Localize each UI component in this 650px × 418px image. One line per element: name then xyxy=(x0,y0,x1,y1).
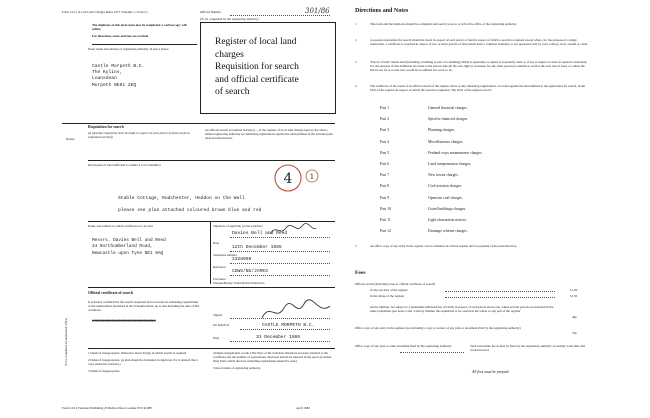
part-description: Land compensation charges. xyxy=(428,162,472,167)
fee-plan-copy: Office copy of any plan or other document filed by the registering authority xyxy=(355,344,452,348)
requisition-note: (A separate requisition must be made in respect of each parcel of land except as explained overleaf) xyxy=(88,131,190,139)
fees-prepaid: All fees must be prepaid xyxy=(472,370,509,374)
authority-address-line: Morpeth NE61 2EQ xyxy=(92,82,137,88)
land-description-label: Description of land sufficient to enable it to be identified xyxy=(88,163,161,167)
part-description: Listed buildings charges. xyxy=(428,206,466,211)
side-note: To be completed by authorised officer xyxy=(64,317,68,366)
part-row xyxy=(380,181,483,192)
certificate-heading: Official certificate of search xyxy=(88,291,133,295)
footnote: 5 Insert name of registering authority. xyxy=(213,366,262,370)
fee-additional-amount: 40p xyxy=(572,315,577,319)
fee-office-copy-amount: 70p xyxy=(572,331,577,335)
part-row xyxy=(380,114,483,125)
official-number-value: 301/86 xyxy=(305,7,330,15)
part-number: Part 7 xyxy=(380,173,389,178)
note-number: 5 xyxy=(355,244,357,248)
part-description: Fenland ways maintenance charges. xyxy=(428,150,483,155)
form-title-line: charges xyxy=(215,49,244,60)
note-number: 4 xyxy=(355,84,357,88)
note-1: This form and the duplicate should be completed and sent by post to or left at the office of the registering authority. xyxy=(370,22,518,26)
footnote: 3 Delete if inappropriate. xyxy=(88,369,121,373)
part-number: Part 3 xyxy=(380,128,389,133)
telephone-label: Telephone number xyxy=(213,253,237,257)
date-value: 12th December 1986 xyxy=(232,245,282,250)
duplicate-note: The duplicate of this form must also be completed: a carbon copy will suffice xyxy=(92,23,187,31)
part-number: Part 6 xyxy=(380,162,389,167)
on-behalf-value: CASTLE MORPETH B.C. xyxy=(262,323,315,328)
form-title-line: Requisition for search xyxy=(215,62,299,72)
part-number: Part 8 xyxy=(380,184,389,189)
land-plan-note: please see plan attached coloured brown blue and red xyxy=(118,208,262,213)
form-title xyxy=(215,36,299,99)
form-title-line: Register of local land xyxy=(215,37,297,47)
part-number: Part 9 xyxy=(380,195,389,200)
part-row xyxy=(380,193,483,204)
stamp-number: 1 xyxy=(309,173,315,181)
authority-address xyxy=(92,64,144,89)
part-description: Specific financial charges. xyxy=(428,117,469,122)
signature-value: Davies Bell and Reed xyxy=(232,231,288,236)
applicant-address-line: 24 Northumberland Road, xyxy=(92,244,153,250)
fees-heading: Fees xyxy=(355,270,366,276)
fee-row-label: in any one Part of the register xyxy=(370,288,408,292)
form-header: Form LLC1 (Local Land Charges Rules 1977 Schedule 1, Form C) xyxy=(62,10,148,14)
part-row xyxy=(380,170,483,181)
part-row xyxy=(380,125,483,136)
directions-note: For directions, notes and fees see overleaf xyxy=(92,34,149,38)
part-row xyxy=(380,137,483,148)
stamp-number: 4 xyxy=(283,171,293,187)
part-number: Part 11 xyxy=(380,218,391,223)
part-row xyxy=(380,159,483,170)
fee-search-intro: Official search (including issue of official certificate of search) xyxy=(355,282,436,286)
part-description: New towns charges. xyxy=(428,173,459,178)
signature-scribble xyxy=(268,222,318,238)
reference-value: CDWS/NG/JAMES xyxy=(232,269,268,274)
part-number: Part 4 xyxy=(380,139,389,144)
certificate-signature xyxy=(260,298,332,324)
form-title-line: of search xyxy=(215,87,250,97)
footer: Form LLC1 Fourmat Publishing 25 Bedford Row London WC1R 4HE xyxy=(62,406,153,410)
part-number: Part 12 xyxy=(380,229,391,234)
cert-date-value: 31 December 1986 xyxy=(256,335,301,340)
official-number-note: (To be completed by the registering authority) xyxy=(200,17,259,21)
certificate-text: It is hereby certified that the search requested above reveals no subsisting registrations or the registrations described in the Schedule hereto up to and including the date of this certificate. xyxy=(88,300,200,312)
footnote: 4 Delete inapplicable words. (The Parts of the Schedule should be securely attached to the certificate and the number of registrations disclosed should be inserted in the space provided. Only Parts which disclose subsisting registrations should be sent.) xyxy=(213,351,332,363)
footnote: 1 Delete if inappropriate. Otherwise insert Part(s) in which search is required. xyxy=(88,351,188,355)
part-description: Light obstruction notices. xyxy=(428,218,467,223)
note-5: An office copy of any entry in the register can be obtained on written request and on payment of the prescribed fee. xyxy=(370,244,518,248)
part-number: Part 10 xyxy=(380,206,391,211)
authority-address-line: Castle Morpeth B.C. xyxy=(92,64,145,69)
note-3: "Parcel of land" means land (including a building or part of a building) which is separately occupied or separately rated or, if not occupied or rated, in separate ownership. For the purpose of this definition an owner is the person who (in his own right or as trustee for any other person) is entitled to receive the rack rent of land, or, where the land is not let at a rack rent, would be so entitled if it were so let. xyxy=(370,60,588,72)
reference-label: Reference xyxy=(213,265,226,269)
applicant-address-label: Name and address to which certificate is to be sent xyxy=(88,224,153,228)
note-number: 1 xyxy=(355,22,357,26)
on-behalf-label: On behalf of xyxy=(213,323,230,327)
enclosure-options: Cheque/Money Order/Postal Order/Giro xyxy=(213,281,265,285)
note-number: 2 xyxy=(355,38,357,42)
address-label: Insert name and address of registering authority in space below xyxy=(88,47,169,51)
part-number: Part 2 xyxy=(380,117,389,122)
form-title-line: and official certificate xyxy=(215,74,299,85)
footer-date: April 1982 xyxy=(296,406,310,410)
part-description: Planning charges. xyxy=(428,128,455,133)
footnotes-right xyxy=(213,351,333,370)
fee-row-label: in the whole of the register xyxy=(370,294,405,298)
authority-address-line: Loansdean xyxy=(92,76,117,82)
fee-additional: and in addition, but subject to a maximum additional fee of £9.00, in respect of each parcel above one, where several parcels are included in the same requisition (see notes 2 and 3 above) whether the requisition is for search in the whole or any part of the register xyxy=(370,305,554,313)
stamp-circles xyxy=(266,160,326,200)
signature-label: Signature of applicant (or his solicitor) xyxy=(213,224,263,228)
telephone-value: 2328050 xyxy=(232,257,252,262)
note-2: A separate requisition for search should be made in respect of each parcel of land in respect of which a search is required except where, for the purpose of a single transaction, a certificate is required in respect of two or more parcels of land which have a common boundary or are separated only by road, railway, river, stream or canal. xyxy=(370,38,588,46)
part-description: Opencast coal charges. xyxy=(428,195,463,200)
part-row xyxy=(380,148,483,159)
enclosure-label: Enclosure xyxy=(213,277,226,281)
part-row xyxy=(380,204,483,215)
part-row xyxy=(380,103,483,114)
delete-label: Delete xyxy=(66,137,75,141)
official-number-label: Official Number xyxy=(200,10,222,14)
fee-plan-copy-note: Such reasonable fee as may be fixed by the registering authority according to the time and work involved. xyxy=(470,344,585,352)
signed-label: Signed xyxy=(213,313,222,317)
footnotes-left xyxy=(88,351,200,373)
part-number: Part 5 xyxy=(380,150,389,155)
part-number: Part 1 xyxy=(380,106,389,110)
fee-office-copy: Office copy of any entry in the register (not including a copy or extract of any plan or document filed by the registering authority) xyxy=(355,326,521,330)
part-row xyxy=(380,226,483,237)
fee-row-amount: £2.50 xyxy=(570,294,578,298)
applicant-address xyxy=(92,238,166,257)
applicant-address-line: Messrs. Davies Bell and Reed xyxy=(92,238,166,243)
directions-heading: Directions and Notes xyxy=(355,8,409,14)
part-description: Drainage scheme charges. xyxy=(428,229,468,234)
part-description: Miscellaneous charges. xyxy=(428,139,464,144)
authority-address-line: The Kylins, xyxy=(92,70,123,76)
note-number: 3 xyxy=(355,60,357,64)
footnote: 2 Delete if inappropriate. (A plan should be furnished in duplicate if it is desired that a copy should be returned.) xyxy=(88,358,199,366)
parts-list xyxy=(380,103,483,237)
requisition-heading: Requisition for search xyxy=(88,125,124,129)
fee-row-amount: £1.00 xyxy=(570,288,578,292)
official-search-request: An official search is required in Part(s) ... of the register of local land charges kept by the above-named registering authority for subsisting registrations against the land (defined in the attached plan and) described below. xyxy=(205,128,333,140)
land-description: Stable Cottage, Rudchester, Heddon on the Wall xyxy=(118,196,245,201)
part-description: Civil aviation charges. xyxy=(428,184,463,189)
cert-date-label: Date xyxy=(213,336,220,340)
struck-text: xxxxxxxxxxxxxxxxxxxxxxxxxx xyxy=(92,318,156,324)
applicant-address-line: Newcastle upon Tyne NE1 8AQ xyxy=(92,250,164,256)
date-label: Date xyxy=(213,241,220,245)
note-4: The certificate of the result of an official search of the register refers to any subsisting registrations, recorded against the land defined in the application for search, in the Parts of the register in respect of which the search is requested. The Parts of the register record: xyxy=(370,84,586,92)
part-description: General financial charges. xyxy=(428,106,468,110)
part-row xyxy=(380,215,483,226)
